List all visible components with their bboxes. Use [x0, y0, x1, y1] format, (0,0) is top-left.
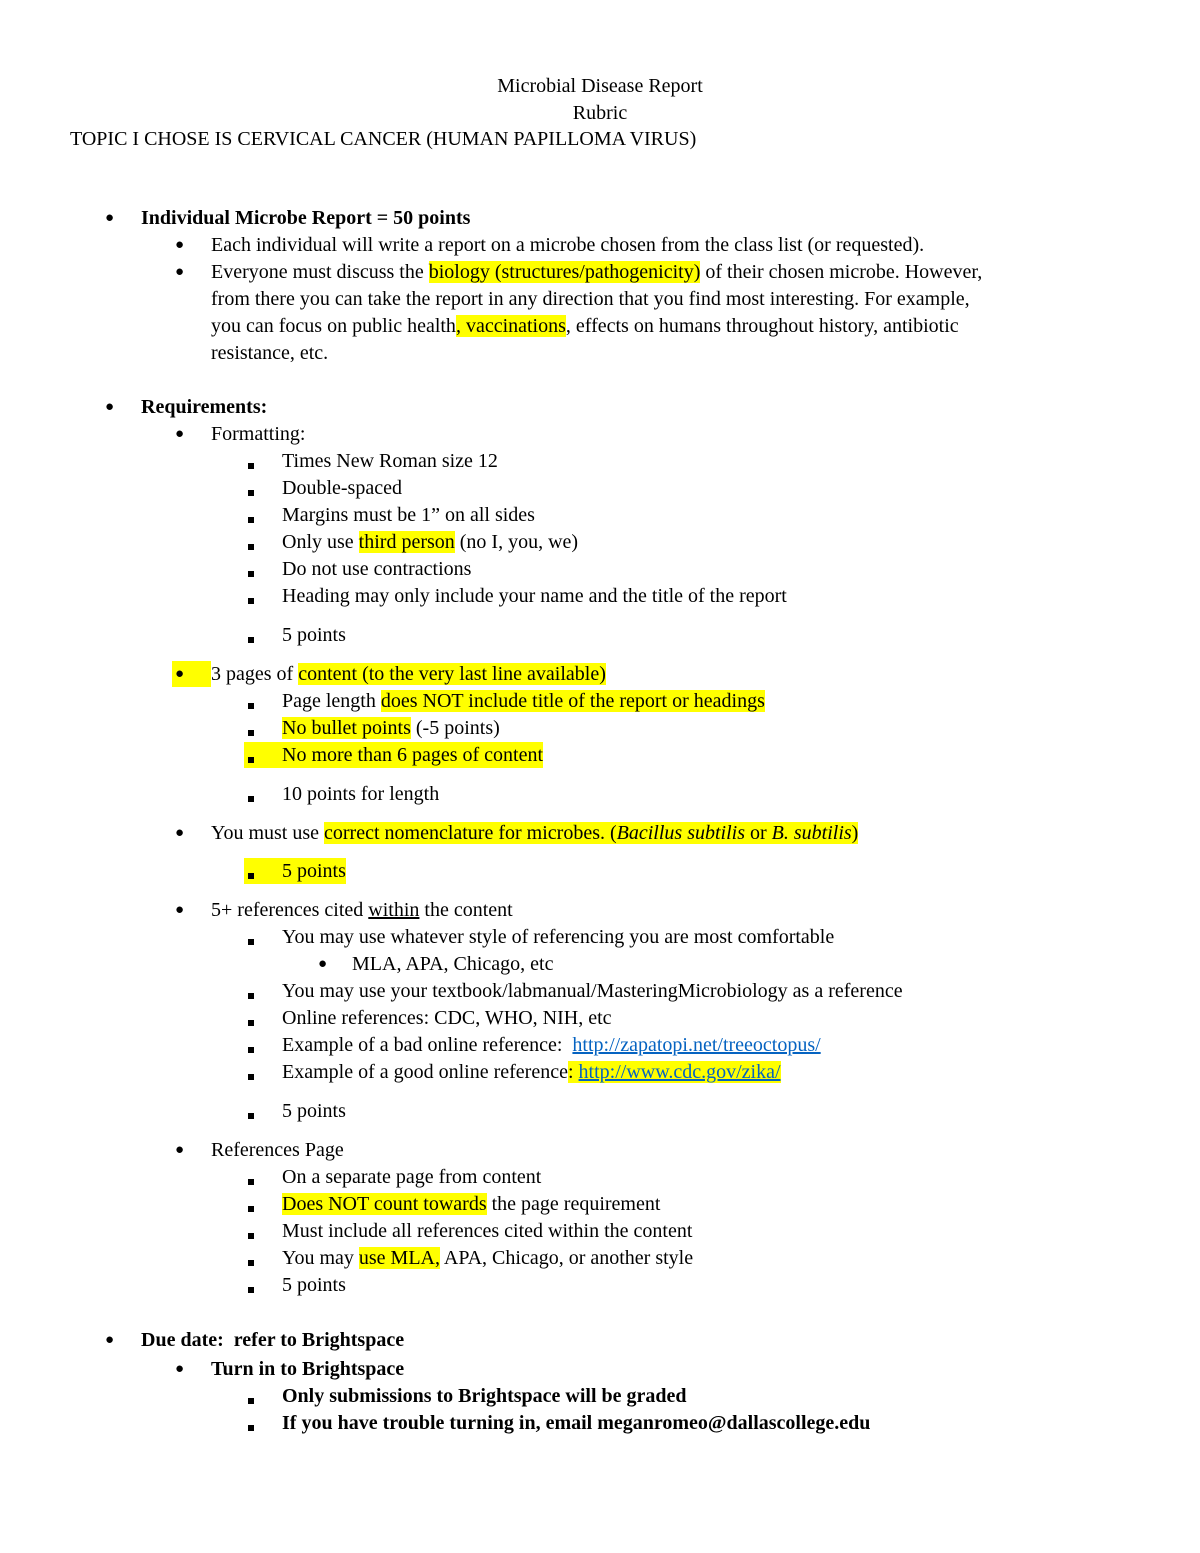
highlight: biology (structures/pathogenicity) [428, 261, 701, 283]
due-heading: Due date: refer to Brightspace [141, 1329, 405, 1351]
square-bullet-icon [248, 1224, 254, 1250]
doc-title: Microbial Disease Report [497, 75, 703, 97]
square-bullet-icon [248, 1104, 254, 1130]
square-bullet-icon [248, 748, 254, 774]
square-bullet-icon [248, 1389, 254, 1415]
highlight: use MLA, [358, 1247, 440, 1269]
square-bullet-icon [248, 787, 254, 813]
bullet-icon: ● [175, 1361, 185, 1377]
list-item-cont: resistance, etc. [211, 342, 329, 364]
bullet-icon: ● [175, 825, 185, 841]
square-bullet-icon [248, 628, 254, 654]
square-bullet-icon [248, 984, 254, 1010]
square-bullet-icon [248, 1416, 254, 1442]
bullet-icon: ● [175, 902, 185, 918]
bad-reference-link[interactable]: http://zapatopi.net/treeoctopus/ [572, 1034, 821, 1056]
list-item-cont: from there you can take the report in any direction that you find most interesting. For example, [211, 288, 970, 310]
square-bullet-icon [248, 535, 254, 561]
highlight: , vaccinations [455, 315, 566, 337]
highlight: content (to the very last line available) [298, 663, 606, 685]
highlight: third person [358, 531, 455, 553]
bullet-icon: ● [175, 666, 185, 682]
square-bullet-icon [248, 1251, 254, 1277]
bullet-icon: ● [318, 956, 328, 972]
square-bullet-icon [248, 454, 254, 480]
square-bullet-icon [248, 694, 254, 720]
individual-heading: Individual Microbe Report = 50 points [141, 207, 471, 229]
list-item-cont: you can focus on public health, vaccinations, effects on humans throughout history, antibiotic [211, 315, 959, 337]
highlight: does NOT include title of the report or headings [380, 690, 765, 712]
square-bullet-icon [248, 562, 254, 588]
bullet-icon: ● [105, 210, 115, 226]
bullet-icon: ● [175, 1142, 185, 1158]
square-bullet-icon [248, 1038, 254, 1064]
good-reference-link[interactable]: http://www.cdc.gov/zika/ [578, 1061, 781, 1083]
square-bullet-icon [248, 481, 254, 507]
square-bullet-icon [248, 1065, 254, 1091]
highlight: : [567, 1061, 579, 1083]
highlight: No bullet points [282, 717, 411, 739]
doc-subtitle: Rubric [572, 102, 628, 124]
bullet-icon: ● [175, 426, 185, 442]
bullet-icon: ● [175, 237, 185, 253]
document-page: Microbial Disease Report Rubric TOPIC I CHOSE IS CERVICAL CANCER (HUMAN PAPILLOMA VIRUS) ● Individual Microbe Report = 50 points ● Each individual will write a report on a microbe chosen from the class list (or requested). ● Everyone must discuss the biology (structures/pathogenicity) of their chosen microbe. However, from there you can take the report in any direction that you find most interesting. For example, you can focus on public health, vaccinations, effects on humans throughout history, antibiotic resistance, etc. ● Requirements: ● Formatting: Times New Roman size 12 Double-spaced Margins must be 1” on all sides Only use third person (no I, you, we) Do not use contractions Heading may only include your name and the title of the report 5 points ● 3 pages of content (to the very last line available) Page length does NOT include title of the report or headings No bullet points (-5 points) No more than 6 pages of content 10 points for length ● You must use correct nomenclature for microbes. (Bacillus subtilis or B. subtilis) 5 points ● 5+ references cited within the content You may use whatever style of referencing you are most comfortable ● MLA, APA, Chicago, etc You may use your textbook/labmanual/MasteringMicrobiology as a reference Online references: CDC, WHO, NIH, etc Example of a bad online reference: http://zapatopi.net/treeoctopus/ Example of a good online reference: http://www.cdc.gov/zika/ 5 points ● References Page On a separate page from content Does NOT count towards the page requirement Must include all references cited within the content You may use MLA, APA, Chicago, or another style 5 points ● Due date: refer to Brightspace ● Turn in to Brightspace Only submissions to Brightspace will be graded If you have trouble turning in, email meganromeo@dallascollege.edu [0, 0, 1200, 1553]
square-bullet-icon [248, 864, 254, 890]
square-bullet-icon [248, 1197, 254, 1223]
bullet-icon: ● [105, 1332, 115, 1348]
square-bullet-icon [248, 1278, 254, 1304]
highlight: correct nomenclature for microbes. ( [324, 822, 617, 844]
square-bullet-icon [248, 1170, 254, 1196]
square-bullet-icon [248, 930, 254, 956]
bullet-icon: ● [175, 264, 185, 280]
topic-line: TOPIC I CHOSE IS CERVICAL CANCER (HUMAN PAPILLOMA VIRUS) [70, 128, 697, 150]
highlight: Does NOT count towards [282, 1193, 487, 1215]
highlight: No more than 6 pages of content [282, 744, 544, 766]
bullet-icon: ● [105, 399, 115, 415]
square-bullet-icon [248, 1011, 254, 1037]
square-bullet-icon [248, 589, 254, 615]
square-bullet-icon [248, 508, 254, 534]
requirements-heading: Requirements: [141, 396, 268, 418]
